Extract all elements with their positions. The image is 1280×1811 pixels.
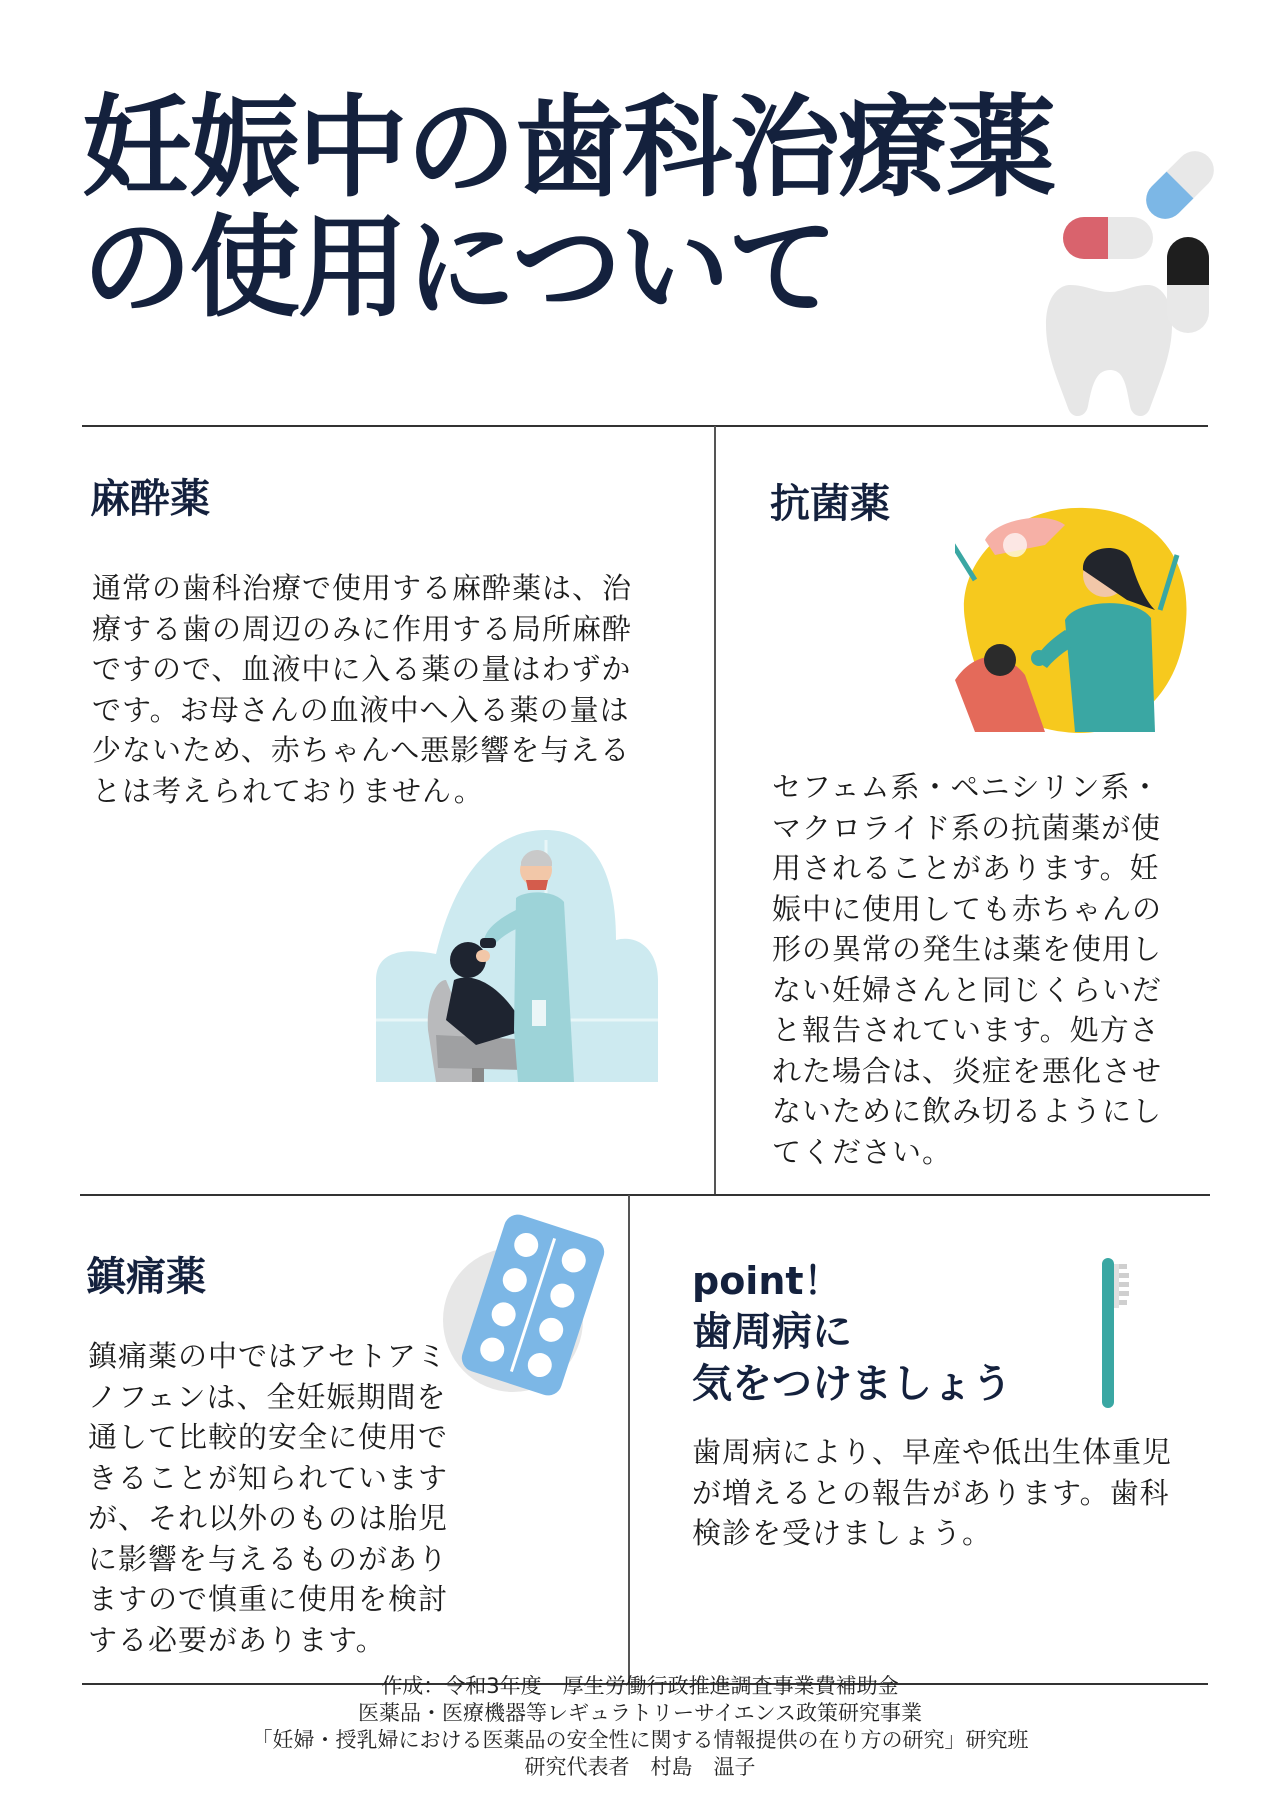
divider-vertical-lower xyxy=(628,1195,630,1684)
antibiotic-line: ないために飲み切るようにし xyxy=(772,1094,1163,1128)
antibiotic-body xyxy=(772,767,1202,1172)
anesthetic-heading: 麻酔薬 xyxy=(90,476,210,522)
dental-assistant-illustration xyxy=(955,500,1195,740)
analgesic-heading: 鎮痛薬 xyxy=(86,1254,206,1300)
footer-credits xyxy=(0,1673,1280,1781)
analgesic-line: に影響を与えるものがあり xyxy=(88,1541,449,1576)
footer-line: 作成：令和3年度 厚生労働行政推進調査事業費補助金 xyxy=(381,1674,899,1698)
footer-line: 研究代表者 村島 温子 xyxy=(524,1755,756,1779)
anesthetic-line: 療する歯の周辺のみに作用する局所麻酔 xyxy=(92,611,633,646)
analgesic-line: が、それ以外のものは胎児 xyxy=(88,1501,449,1535)
page-title-line2: の使用について xyxy=(82,204,836,332)
antibiotic-line: れた場合は、炎症を悪化させ xyxy=(772,1053,1163,1088)
analgesic-body xyxy=(88,1336,548,1660)
anesthetic-body xyxy=(92,568,692,811)
antibiotic-line: 用されることがあります。妊 xyxy=(772,851,1160,885)
anesthetic-line: 少ないため、赤ちゃんへ悪影響を与える xyxy=(92,733,631,767)
antibiotic-line: セフェム系・ペニシリン系・ xyxy=(772,770,1161,804)
analgesic-line: きることが知られています xyxy=(88,1460,449,1495)
point-heading-line2: 気をつけましょう xyxy=(692,1361,1012,1407)
footer-line: 医薬品・医療機器等レギュラトリーサイエンス政策研究事業 xyxy=(357,1701,923,1725)
antibiotic-line: マクロライド系の抗菌薬が使 xyxy=(772,810,1162,845)
antibiotic-heading: 抗菌薬 xyxy=(770,481,890,527)
point-body xyxy=(692,1432,1212,1554)
analgesic-line: 鎮痛薬の中ではアセトアミ xyxy=(88,1339,447,1373)
antibiotic-line: 形の異常の発生は薬を使用し xyxy=(772,932,1163,966)
antibiotic-line: ない妊婦さんと同じくらいだ xyxy=(772,972,1163,1007)
point-heading xyxy=(692,1306,1012,1410)
tooth-with-capsules-icon xyxy=(1040,140,1220,420)
divider-vertical-upper xyxy=(714,426,716,1195)
page-title xyxy=(82,84,1082,332)
point-heading-line1: 歯周病に xyxy=(692,1309,852,1355)
point-line: 検診を受けましょう。 xyxy=(692,1516,993,1550)
point-line: が増えるとの報告があります。歯科 xyxy=(692,1475,1170,1510)
analgesic-line: する必要があります。 xyxy=(88,1622,386,1657)
footer-line: 「妊婦・授乳婦における医薬品の安全性に関する情報提供の在り方の研究」研究班 xyxy=(251,1728,1029,1752)
anesthetic-line: 通常の歯科治療で使用する麻酔薬は、治 xyxy=(92,571,633,605)
point-label: point！ xyxy=(692,1259,842,1303)
divider-middle xyxy=(80,1194,1210,1196)
anesthetic-line: です。お母さんの血液中へ入る薬の量は xyxy=(92,692,630,727)
antibiotic-line: てください。 xyxy=(772,1134,953,1169)
analgesic-line: ノフェンは、全妊娠期間を xyxy=(88,1379,447,1414)
analgesic-line: 通して比較的安全に使用で xyxy=(88,1420,449,1454)
antibiotic-line: 娠中に使用しても赤ちゃんの xyxy=(772,891,1163,926)
antibiotic-line: と報告されています。処方さ xyxy=(772,1013,1160,1047)
point-line: 歯周病により、早産や低出生体重児 xyxy=(692,1435,1173,1469)
toothbrush-icon xyxy=(1095,1258,1145,1410)
anesthetic-line: とは考えられておりません。 xyxy=(92,773,484,808)
anesthetic-line: ですので、血液中に入る薬の量はわずか xyxy=(92,652,632,686)
analgesic-line: ますので慎重に使用を検討 xyxy=(88,1582,449,1616)
divider-top xyxy=(82,425,1208,427)
dentist-and-patient-illustration xyxy=(376,830,658,1082)
page-title-line1: 妊娠中の歯科治療薬 xyxy=(82,84,1054,212)
